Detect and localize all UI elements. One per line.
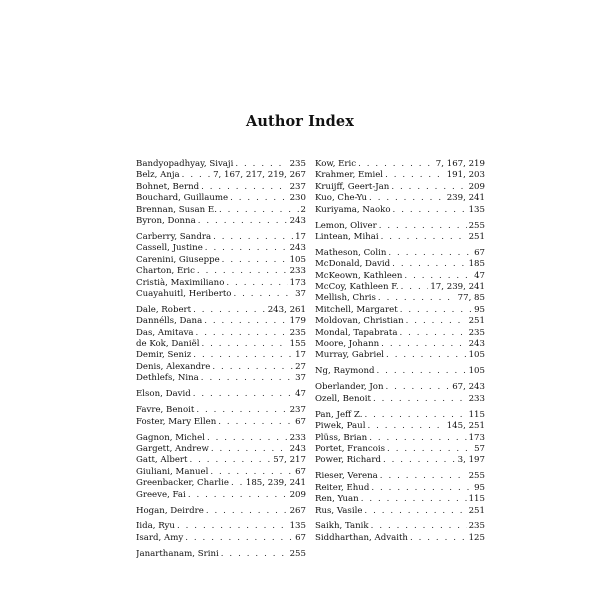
dot-leader xyxy=(201,339,287,350)
dot-leader xyxy=(399,328,466,339)
page-numbers: 243 xyxy=(468,339,485,350)
index-letter-group xyxy=(315,159,485,216)
page-numbers: 47 xyxy=(474,270,485,281)
dot-leader xyxy=(410,533,467,544)
dot-leader xyxy=(206,506,288,517)
author-name: Kow, Eric xyxy=(315,159,357,169)
page-numbers: 3, 197 xyxy=(457,455,485,466)
author-name: Saikh, Tanik xyxy=(315,521,369,532)
author-name: Janarthanam, Srini xyxy=(136,548,219,559)
author-name: Demir, Seniz xyxy=(136,350,192,361)
dot-leader xyxy=(212,362,293,373)
index-letter-group xyxy=(315,471,485,517)
dot-leader xyxy=(369,433,466,444)
index-entry xyxy=(315,471,485,482)
index-entry xyxy=(315,394,485,405)
index-entry xyxy=(315,328,485,339)
author-name: Carenini, Giuseppe xyxy=(136,254,220,265)
index-entry xyxy=(315,248,485,259)
index-letter-group xyxy=(136,232,306,300)
index-entry xyxy=(136,255,306,266)
page-numbers: 185 xyxy=(468,259,485,270)
author-name: Dale, Robert xyxy=(136,304,192,315)
index-entry xyxy=(136,216,306,227)
author-name: Cristià, Maximiliano xyxy=(136,277,225,288)
index-entry xyxy=(136,455,306,466)
dot-leader xyxy=(364,506,466,517)
index-entry xyxy=(315,282,485,293)
page-numbers: 2 xyxy=(300,204,306,215)
index-entry xyxy=(315,483,485,494)
index-entry xyxy=(136,278,306,289)
author-name: Oberlander, Jon xyxy=(315,382,384,393)
author-name: Piwek, Paul xyxy=(315,421,366,432)
index-entry xyxy=(315,193,485,204)
index-entry xyxy=(136,444,306,455)
dot-leader xyxy=(188,490,288,501)
index-entry xyxy=(136,339,306,350)
dot-leader xyxy=(381,339,466,350)
page-numbers: 67, 243 xyxy=(452,382,485,393)
page-numbers: 255 xyxy=(468,471,485,482)
page-numbers: 37 xyxy=(295,288,306,299)
author-name: Pan, Jeff Z. xyxy=(315,409,363,420)
dot-leader xyxy=(198,216,288,227)
page-numbers: 255 xyxy=(289,548,306,559)
index-entry xyxy=(315,521,485,532)
page-numbers: 251 xyxy=(468,316,485,327)
page-numbers: 7, 167, 219 xyxy=(435,159,485,169)
dot-leader xyxy=(219,205,299,216)
dot-leader xyxy=(211,444,288,455)
page-numbers: 243 xyxy=(289,443,306,454)
page-numbers: 239, 241 xyxy=(446,193,485,204)
index-letter-group xyxy=(136,159,306,227)
dot-leader xyxy=(378,293,456,304)
author-name: Elson, David xyxy=(136,389,191,400)
index-entry xyxy=(315,259,485,270)
index-entry xyxy=(136,243,306,254)
index-entry xyxy=(136,305,306,316)
dot-leader xyxy=(379,221,467,232)
dot-leader xyxy=(387,444,472,455)
page-numbers: 105 xyxy=(468,366,485,377)
author-name: Mondal, Tapabrata xyxy=(315,327,398,338)
index-letter-group xyxy=(315,221,485,244)
page-numbers: 243 xyxy=(289,243,306,254)
page-numbers: 237 xyxy=(289,405,306,416)
page-numbers: 115 xyxy=(468,494,485,505)
page-numbers: 95 xyxy=(474,304,485,315)
page-numbers: 233 xyxy=(289,266,306,277)
page-numbers: 233 xyxy=(289,432,306,443)
dot-leader xyxy=(233,289,293,300)
dot-leader xyxy=(221,549,288,560)
index-entry xyxy=(136,328,306,339)
index-entry xyxy=(136,478,306,489)
index-letter-group xyxy=(315,366,485,377)
page-numbers: 135 xyxy=(289,521,306,532)
page-numbers: 47 xyxy=(295,389,306,400)
author-name: Brennan, Susan E. xyxy=(136,204,217,215)
dot-leader xyxy=(406,316,467,327)
page-numbers: 209 xyxy=(468,181,485,192)
author-name: Bouchard, Guillaume xyxy=(136,193,229,204)
author-name: Greeve, Fai xyxy=(136,489,186,500)
dot-leader xyxy=(235,159,287,170)
dot-leader xyxy=(182,170,211,181)
dot-leader xyxy=(371,483,472,494)
index-entry xyxy=(315,316,485,327)
dot-leader xyxy=(364,410,466,421)
index-entry xyxy=(315,159,485,170)
index-entry xyxy=(315,305,485,316)
author-name: Foster, Mary Ellen xyxy=(136,416,217,427)
index-column-right xyxy=(315,159,485,549)
dot-leader xyxy=(380,471,467,482)
index-entry xyxy=(136,289,306,300)
dot-leader xyxy=(404,271,472,282)
index-letter-group xyxy=(315,521,485,544)
author-name: Byron, Donna xyxy=(136,215,196,226)
author-name: Siddharthan, Advaith xyxy=(315,532,408,543)
dot-leader xyxy=(392,259,466,270)
page-numbers: 267 xyxy=(289,505,306,516)
author-name: Krahmer, Emiel xyxy=(315,170,384,181)
dot-leader xyxy=(369,193,445,204)
page-numbers: 237 xyxy=(289,181,306,192)
page-numbers: 67 xyxy=(295,532,306,543)
dot-leader xyxy=(204,316,287,327)
page-numbers: 7, 167, 217, 219, 267 xyxy=(213,170,306,181)
author-name: Kruijff, Geert-Jan xyxy=(315,181,390,192)
index-entry xyxy=(315,293,485,304)
page-numbers: 135 xyxy=(468,204,485,215)
dot-leader xyxy=(222,255,288,266)
author-name: de Kok, Daniël xyxy=(136,339,200,350)
dot-leader xyxy=(401,282,429,293)
index-entry xyxy=(315,494,485,505)
page-numbers: 67 xyxy=(295,416,306,427)
author-name: Lintean, Mihai xyxy=(315,231,379,242)
index-entry xyxy=(315,444,485,455)
dot-leader xyxy=(367,421,444,432)
index-entry xyxy=(136,433,306,444)
author-name: Kuo, Che-Yu xyxy=(315,193,368,204)
page-numbers: 233 xyxy=(468,393,485,404)
index-letter-group xyxy=(136,521,306,544)
page-numbers: 77, 85 xyxy=(457,293,485,304)
index-entry xyxy=(136,490,306,501)
author-name: Matheson, Colin xyxy=(315,247,387,258)
dot-leader xyxy=(218,417,293,428)
dot-leader xyxy=(196,405,287,416)
page-numbers: 235 xyxy=(289,327,306,338)
index-letter-group xyxy=(136,405,306,428)
index-letter-group xyxy=(315,410,485,467)
dot-leader xyxy=(201,182,287,193)
page-numbers: 209 xyxy=(289,489,306,500)
index-entry xyxy=(315,170,485,181)
author-name: Gagnon, Michel xyxy=(136,432,205,443)
index-entry xyxy=(136,266,306,277)
author-name: Ng, Raymond xyxy=(315,366,375,377)
index-entry xyxy=(315,205,485,216)
index-entry xyxy=(315,350,485,361)
page-numbers: 105 xyxy=(289,254,306,265)
index-entry xyxy=(315,533,485,544)
page-numbers: 57 xyxy=(474,443,485,454)
author-name: Mitchell, Margaret xyxy=(315,304,398,315)
index-entry xyxy=(136,193,306,204)
page-numbers: 105 xyxy=(468,350,485,361)
author-name: Dethlefs, Nina xyxy=(136,373,199,384)
page-numbers: 235 xyxy=(289,159,306,169)
author-name: Carberry, Sandra xyxy=(136,231,212,242)
dot-leader xyxy=(226,278,287,289)
dot-leader xyxy=(385,170,445,181)
index-entry xyxy=(136,405,306,416)
page-numbers: 243, 261 xyxy=(267,304,306,315)
index-entry xyxy=(315,433,485,444)
author-name: Ren, Yuan xyxy=(315,494,359,505)
dot-leader xyxy=(383,455,456,466)
index-entry xyxy=(136,316,306,327)
author-name: Power, Richard xyxy=(315,455,381,466)
page-numbers: 173 xyxy=(289,277,306,288)
page-numbers: 95 xyxy=(474,482,485,493)
page-numbers: 67 xyxy=(474,247,485,258)
author-name: Belz, Anja xyxy=(136,170,180,181)
index-entry xyxy=(315,366,485,377)
author-name: Bohnet, Bernd xyxy=(136,181,200,192)
page-numbers: 235 xyxy=(468,327,485,338)
page-numbers: 27 xyxy=(295,361,306,372)
author-name: Gargett, Andrew xyxy=(136,443,209,454)
author-name: Gatt, Albert xyxy=(136,455,188,466)
author-name: Hogan, Deirdre xyxy=(136,505,204,516)
page-numbers: 173 xyxy=(468,432,485,443)
page-numbers: 125 xyxy=(468,532,485,543)
author-name: Charton, Éric xyxy=(136,266,195,277)
author-name: Portet, Francois xyxy=(315,443,386,454)
dot-leader xyxy=(189,455,271,466)
page-numbers: 255 xyxy=(468,220,485,231)
page-numbers: 115 xyxy=(468,409,485,420)
index-entry xyxy=(315,271,485,282)
author-name: Kuriyama, Naoko xyxy=(315,204,391,215)
dot-leader xyxy=(210,467,293,478)
index-entry xyxy=(315,421,485,432)
dot-leader xyxy=(388,248,472,259)
author-name: Rieser, Verena xyxy=(315,471,378,482)
page-numbers: 145, 251 xyxy=(446,421,485,432)
index-entry xyxy=(136,417,306,428)
author-name: Iida, Ryu xyxy=(136,521,175,532)
dot-leader xyxy=(213,232,293,243)
page-numbers: 191, 203 xyxy=(446,170,485,181)
dot-leader xyxy=(377,366,467,377)
index-entry xyxy=(315,182,485,193)
dot-leader xyxy=(177,521,288,532)
index-entry xyxy=(136,467,306,478)
author-name: McCoy, Kathleen F. xyxy=(315,282,399,293)
author-name: Moore, Johann xyxy=(315,339,380,350)
page-numbers: 155 xyxy=(289,339,306,350)
author-name: Rus, Vasile xyxy=(315,505,363,516)
index-entry xyxy=(136,533,306,544)
author-name: Reiter, Ehud xyxy=(315,482,370,493)
dot-leader xyxy=(205,243,288,254)
author-name: McDonald, David xyxy=(315,259,391,270)
author-name: Isard, Amy xyxy=(136,532,184,543)
author-name: Cuayahuitl, Heriberto xyxy=(136,288,232,299)
author-name: McKeown, Kathleen xyxy=(315,270,403,281)
dot-leader xyxy=(391,182,466,193)
index-entry xyxy=(136,506,306,517)
index-entry xyxy=(136,205,306,216)
index-entry xyxy=(136,170,306,181)
page-numbers: 179 xyxy=(289,316,306,327)
index-column-left xyxy=(136,159,306,565)
index-entry xyxy=(136,350,306,361)
dot-leader xyxy=(361,494,467,505)
index-letter-group xyxy=(136,506,306,517)
index-entry xyxy=(136,182,306,193)
dot-leader xyxy=(371,521,467,532)
dot-leader xyxy=(193,305,266,316)
index-entry xyxy=(136,521,306,532)
page-numbers: 230 xyxy=(289,193,306,204)
author-name: Moldovan, Christian xyxy=(315,316,404,327)
page-numbers: 57, 217 xyxy=(273,455,306,466)
page-numbers: 251 xyxy=(468,231,485,242)
index-entry xyxy=(136,373,306,384)
author-name: Mellish, Chris xyxy=(315,293,376,304)
page-numbers: 185, 239, 241 xyxy=(245,478,306,489)
index-entry xyxy=(315,221,485,232)
dot-leader xyxy=(201,373,293,384)
index-letter-group xyxy=(315,382,485,405)
dot-leader xyxy=(207,433,288,444)
index-entry xyxy=(315,506,485,517)
index-entry xyxy=(136,159,306,170)
dot-leader xyxy=(196,328,288,339)
dot-leader xyxy=(393,205,467,216)
page-numbers: 67 xyxy=(295,466,306,477)
author-name: Giuliani, Manuel xyxy=(136,466,209,477)
author-name: Denis, Alexandre xyxy=(136,361,211,372)
index-entry xyxy=(136,232,306,243)
index-letter-group xyxy=(136,389,306,400)
page-title: Author Index xyxy=(246,113,354,130)
index-letter-group xyxy=(136,305,306,385)
page-numbers: 37 xyxy=(295,373,306,384)
index-letter-group xyxy=(136,433,306,501)
dot-leader xyxy=(185,533,293,544)
page-numbers: 17 xyxy=(295,231,306,242)
page-numbers: 251 xyxy=(468,505,485,516)
dot-leader xyxy=(193,389,293,400)
dot-leader xyxy=(231,478,244,489)
page-numbers: 235 xyxy=(468,521,485,532)
dot-leader xyxy=(373,394,467,405)
page-numbers: 243 xyxy=(289,215,306,226)
index-entry xyxy=(136,362,306,373)
index-entry xyxy=(315,232,485,243)
index-entry xyxy=(315,382,485,393)
dot-leader xyxy=(197,266,288,277)
author-name: Favre, Benoit xyxy=(136,405,195,416)
author-name: Lemon, Oliver xyxy=(315,220,377,231)
dot-leader xyxy=(400,305,472,316)
author-name: Bandyopadhyay, Sivaji xyxy=(136,159,234,169)
index-letter-group xyxy=(136,549,306,560)
dot-leader xyxy=(386,382,451,393)
author-name: Dannélls, Dana xyxy=(136,316,203,327)
index-entry xyxy=(315,339,485,350)
page-numbers: 17 xyxy=(295,350,306,361)
author-name: Plüss, Brian xyxy=(315,432,368,443)
index-entry xyxy=(136,549,306,560)
dot-leader xyxy=(193,350,293,361)
dot-leader xyxy=(230,193,287,204)
author-name: Greenbacker, Charlie xyxy=(136,478,229,489)
index-entry xyxy=(136,389,306,400)
dot-leader xyxy=(381,232,467,243)
page-numbers: 17, 239, 241 xyxy=(430,282,485,293)
dot-leader xyxy=(358,159,434,170)
author-name: Ozell, Benoit xyxy=(315,393,371,404)
dot-leader xyxy=(386,350,467,361)
index-letter-group xyxy=(315,248,485,362)
index-entry xyxy=(315,455,485,466)
author-name: Murray, Gabriel xyxy=(315,350,385,361)
author-name: Das, Amitava xyxy=(136,327,194,338)
index-entry xyxy=(315,410,485,421)
author-name: Cassell, Justine xyxy=(136,243,203,254)
